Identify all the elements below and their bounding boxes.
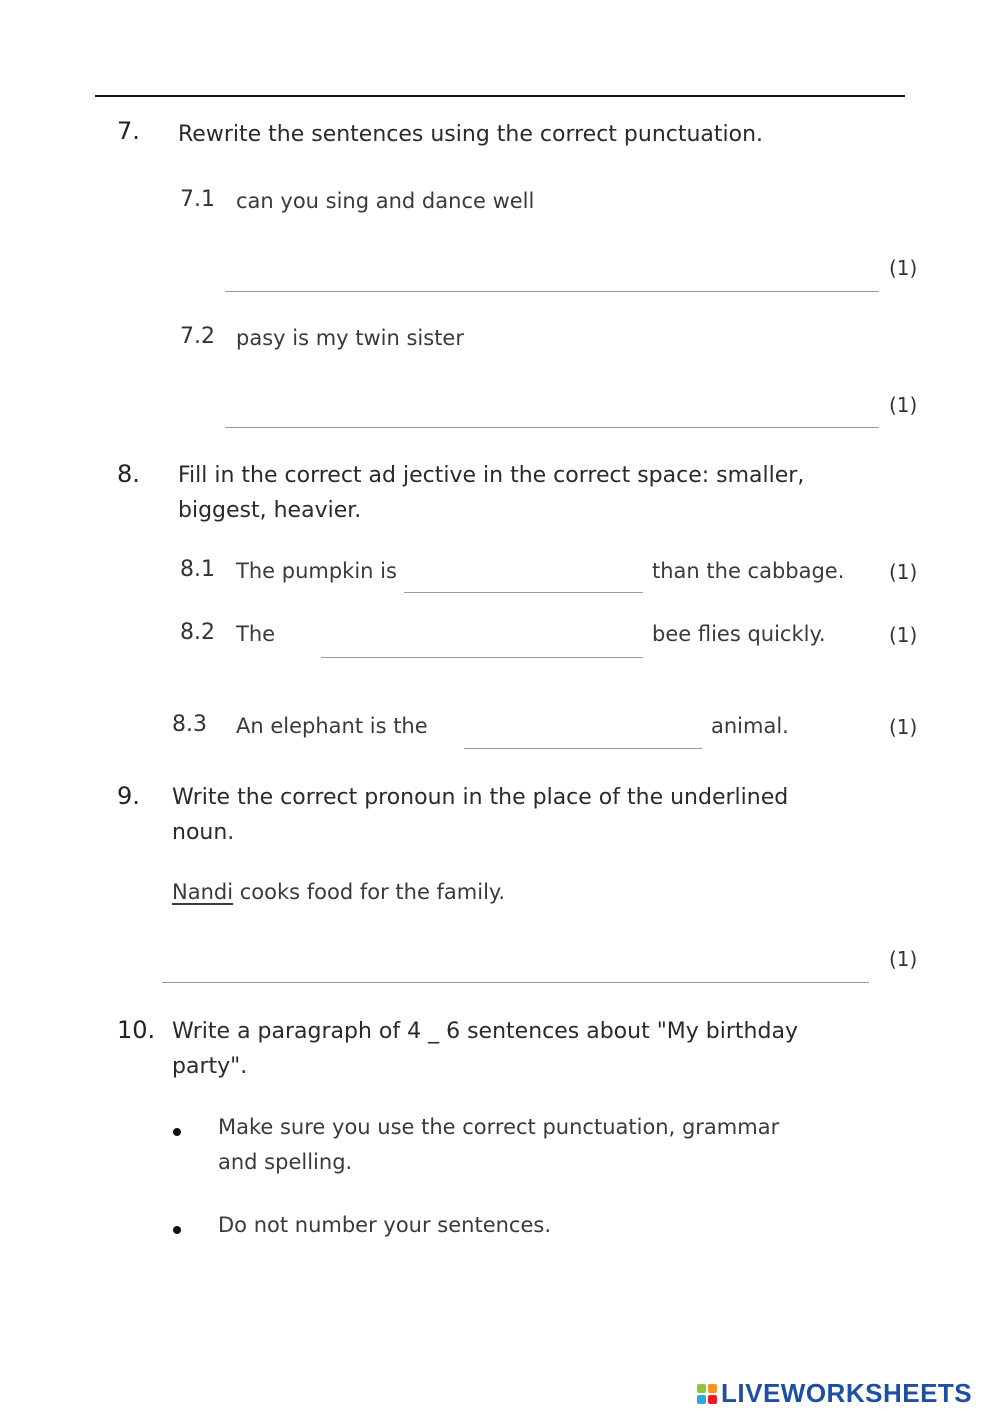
- q7-2-number: 7.2: [180, 324, 215, 349]
- q7-1-mark: (1): [889, 256, 918, 280]
- q7-1-answer-line[interactable]: [225, 291, 879, 292]
- q8-2-number: 8.2: [180, 620, 215, 645]
- logo-square-blue: [697, 1395, 706, 1404]
- q8-3-after: animal.: [711, 714, 789, 738]
- q8-number: 8.: [117, 460, 140, 488]
- q10-prompt-line1: Write a paragraph of 4 _ 6 sentences about "My birthday: [172, 1019, 798, 1044]
- q8-2-after: bee flies quickly.: [652, 622, 826, 646]
- q8-1-after: than the cabbage.: [652, 559, 845, 583]
- q10-bullet2-line1: Do not number your sentences.: [218, 1213, 552, 1237]
- q8-1-answer-line[interactable]: [404, 592, 643, 593]
- q9-answer-line[interactable]: [162, 982, 869, 983]
- q8-prompt-line2: biggest, heavier.: [178, 498, 362, 523]
- q10-bullet1-line1: Make sure you use the correct punctuation, grammar: [218, 1115, 780, 1139]
- q9-sentence-rest: cooks food for the family.: [233, 880, 506, 904]
- q10-number: 10.: [117, 1016, 156, 1044]
- q9-number: 9.: [117, 782, 140, 810]
- q9-sentence: [172, 880, 505, 904]
- q7-prompt: Rewrite the sentences using the correct punctuation.: [178, 122, 764, 147]
- q8-1-number: 8.1: [180, 557, 215, 582]
- logo-square-green: [697, 1384, 706, 1393]
- q7-number: 7.: [117, 117, 140, 145]
- top-divider: [95, 95, 905, 97]
- q9-underlined-noun: Nandi: [172, 880, 234, 904]
- bullet-icon: [173, 1128, 181, 1136]
- q8-3-answer-line[interactable]: [464, 748, 702, 749]
- brand-text: LIVEWORKSHEETS: [721, 1378, 973, 1408]
- q8-3-before: An elephant is the: [236, 714, 428, 738]
- q7-2-mark: (1): [889, 393, 918, 417]
- liveworksheets-logo-icon: [697, 1384, 717, 1404]
- q8-2-answer-line[interactable]: [321, 657, 643, 658]
- q10-bullet1-line2: and spelling.: [218, 1150, 353, 1174]
- q8-2-mark: (1): [889, 623, 918, 647]
- q8-prompt-line1: Fill in the correct ad jective in the correct space: smaller,: [178, 463, 805, 488]
- q7-2-text: pasy is my twin sister: [236, 326, 464, 350]
- logo-square-red: [708, 1395, 717, 1404]
- bullet-icon: [173, 1226, 181, 1234]
- q7-1-number: 7.1: [180, 187, 215, 212]
- q7-1-text: can you sing and dance well: [236, 189, 535, 213]
- q9-mark: (1): [889, 947, 918, 971]
- q8-1-before: The pumpkin is: [236, 559, 397, 583]
- logo-square-orange: [708, 1384, 717, 1393]
- q8-3-number: 8.3: [172, 712, 207, 737]
- q8-1-mark: (1): [889, 560, 918, 584]
- q10-prompt-line2: party".: [172, 1054, 248, 1079]
- q9-prompt-line1: Write the correct pronoun in the place of the underlined: [172, 785, 789, 810]
- q7-2-answer-line[interactable]: [225, 427, 879, 428]
- q8-2-before: The: [236, 622, 276, 646]
- liveworksheets-logo: [697, 1378, 972, 1409]
- q8-3-mark: (1): [889, 715, 918, 739]
- q9-prompt-line2: noun.: [172, 820, 235, 845]
